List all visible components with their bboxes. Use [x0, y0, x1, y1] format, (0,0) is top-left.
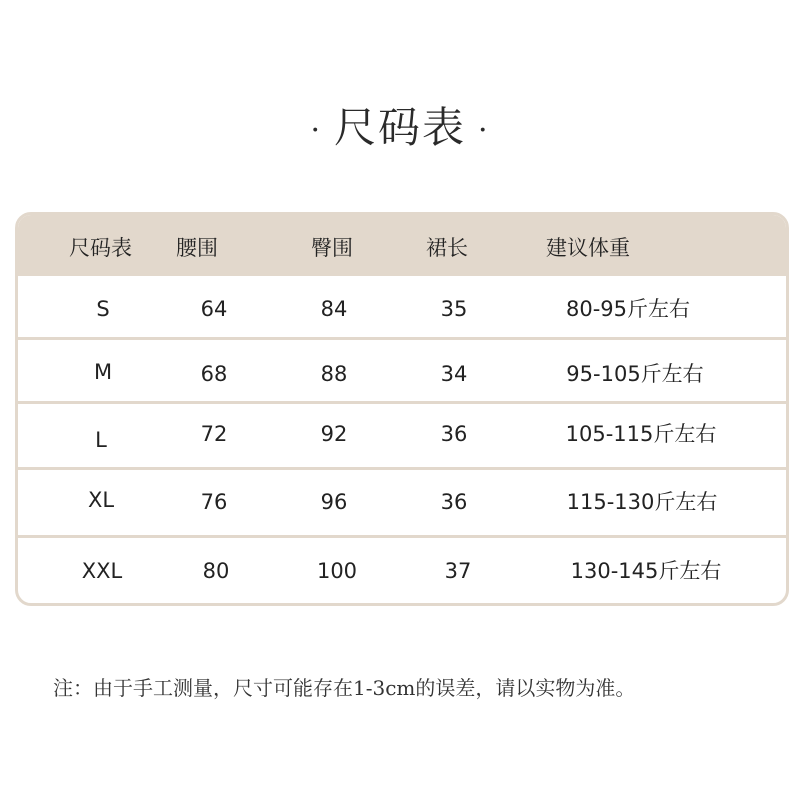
- header-waist: 腰围: [176, 236, 218, 260]
- table-row: [18, 340, 786, 401]
- header-length: 裙长: [426, 236, 468, 260]
- measurement-note: 注：由于手工测量，尺寸可能存在1-3cm的误差，请以实物为准。: [53, 676, 636, 700]
- header-size: 尺码表: [69, 236, 132, 260]
- cell-size: XL: [87, 488, 115, 512]
- title-dot-right: ·: [478, 113, 490, 148]
- cell-waist: 64: [200, 297, 228, 321]
- cell-weight: 105-115斤左右: [565, 422, 717, 446]
- cell-length: 36: [440, 490, 468, 514]
- table-row: [18, 404, 786, 467]
- cell-waist: 76: [200, 490, 228, 514]
- cell-size: S: [96, 297, 110, 321]
- cell-size: M: [93, 360, 113, 384]
- title-text: 尺码表: [333, 103, 466, 152]
- header-hip: 臀围: [311, 236, 353, 260]
- cell-waist: 72: [200, 422, 228, 446]
- header-weight: 建议体重: [546, 236, 630, 260]
- cell-waist: 80: [202, 559, 230, 583]
- cell-waist: 68: [200, 362, 228, 386]
- cell-length: 35: [440, 297, 468, 321]
- cell-weight: 95-105斤左右: [566, 362, 704, 386]
- cell-hip: 84: [320, 297, 348, 321]
- cell-length: 37: [444, 559, 472, 583]
- title-dot-left: ·: [310, 113, 322, 148]
- cell-weight: 80-95斤左右: [565, 297, 691, 321]
- cell-hip: 88: [320, 362, 348, 386]
- cell-length: 36: [440, 422, 468, 446]
- table-row: [18, 470, 786, 535]
- table-header: [18, 215, 786, 276]
- cell-size: L: [95, 428, 107, 452]
- page-title: [0, 98, 800, 161]
- cell-weight: 115-130斤左右: [566, 490, 718, 514]
- table-row: [18, 276, 786, 337]
- table-row: [18, 538, 786, 606]
- cell-hip: 96: [320, 490, 348, 514]
- cell-hip: 100: [316, 559, 358, 583]
- size-table: [15, 212, 789, 606]
- cell-weight: 130-145斤左右: [570, 559, 722, 583]
- cell-hip: 92: [320, 422, 348, 446]
- cell-length: 34: [440, 362, 468, 386]
- cell-size: XXL: [81, 559, 123, 583]
